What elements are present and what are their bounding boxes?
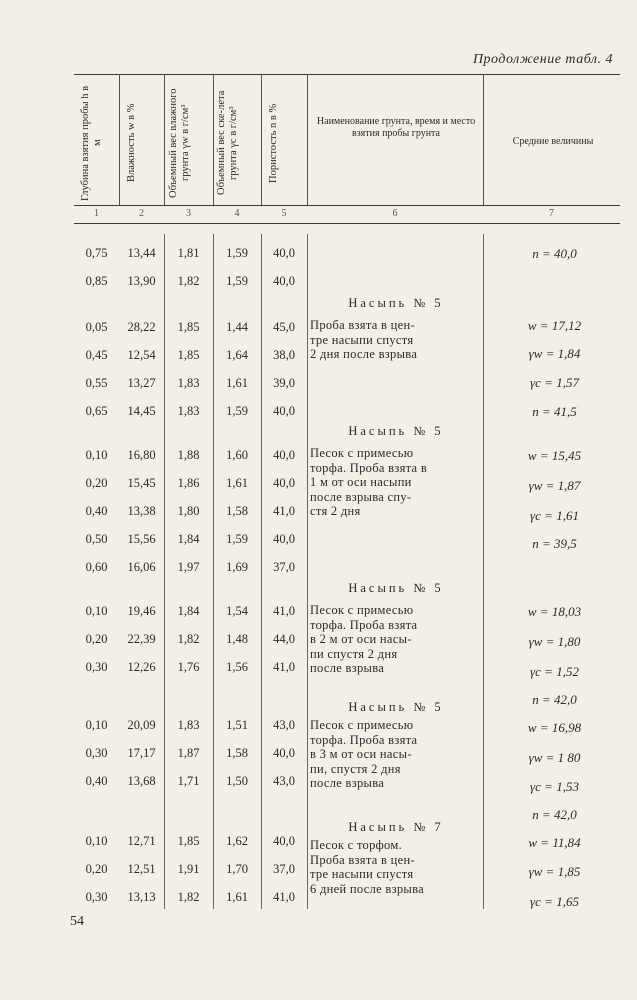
table-cell: 1,87 [177, 746, 200, 760]
group-heading: Насыпь № 5 [348, 581, 444, 595]
table-cell: 1,61 [226, 890, 248, 904]
header-dry-density: Объемный вес ске-лета грунта γc в г/см³ [216, 90, 239, 196]
average-value: n = 42,0 [532, 692, 577, 707]
table-cell: 40,0 [273, 246, 295, 260]
header-depth: Глубина взятия пробы h в м [80, 85, 103, 201]
table-cell: 40,0 [273, 746, 295, 760]
column-number: 4 [234, 208, 240, 219]
description-line: Песок с примесью [310, 718, 414, 732]
description-line: тре насыпи спустя [310, 867, 414, 881]
table-cell: 1,70 [226, 862, 248, 876]
column-number: 5 [281, 208, 287, 219]
col-divider [307, 74, 308, 205]
average-value: γc = 1,61 [530, 508, 579, 523]
table-cell: 1,69 [226, 560, 248, 574]
table-cell: 13,38 [127, 504, 156, 518]
table-cell: 13,68 [127, 774, 156, 788]
average-value: γw = 1,87 [528, 478, 581, 493]
table-cell: 45,0 [273, 320, 295, 334]
group-description [310, 446, 482, 519]
table-cell: 40,0 [273, 532, 295, 546]
table-cell: 13,13 [127, 890, 156, 904]
description-line: тре насыпи спустя [310, 332, 414, 347]
table-cell: 22,39 [127, 632, 156, 646]
table-cell: 1,59 [226, 274, 248, 288]
average-value: γc = 1,52 [530, 664, 579, 679]
table-cell: 0,65 [85, 404, 108, 418]
table-cell: 0,20 [85, 632, 108, 646]
table-cell: 1,56 [226, 660, 248, 674]
header-moisture: Влажность w в % [126, 103, 137, 183]
group-description [310, 718, 482, 791]
table-cell: 1,44 [226, 320, 248, 334]
average-value: γw = 1,84 [528, 346, 581, 361]
header-wet-density: Объемный вес влажного грунта γw в г/см³ [168, 88, 191, 198]
table-cell: 43,0 [273, 774, 295, 788]
col-divider [213, 74, 214, 205]
description-line: Проба взята в цен- [310, 852, 415, 867]
description-line: стя 2 дня [310, 504, 361, 518]
table-cell: 1,61 [226, 476, 248, 490]
table-cell: 0,10 [85, 834, 108, 848]
table-cell: 0,55 [85, 376, 108, 390]
table-cell: 1,84 [177, 604, 200, 618]
table-cell: 0,05 [85, 320, 108, 334]
table-cell: 1,91 [177, 862, 200, 876]
table-cell: 1,81 [177, 246, 200, 260]
table-cell: 44,0 [273, 632, 295, 646]
table-cell: 0,50 [85, 532, 108, 546]
table-cell: 1,64 [226, 348, 248, 362]
table-cell: 12,51 [127, 862, 156, 876]
table-cell: 1,76 [177, 660, 200, 674]
column-number: 2 [139, 208, 144, 219]
table-cell: 0,40 [85, 774, 108, 788]
table-cell: 0,30 [85, 890, 108, 904]
table-cell: 1,82 [177, 274, 200, 288]
description-line: в 3 м от оси насы- [310, 747, 412, 761]
col-divider [119, 74, 120, 205]
table-cell: 13,44 [127, 246, 156, 260]
table-cell: 43,0 [273, 718, 295, 732]
table-cell: 41,0 [273, 890, 295, 904]
table-cell: 13,90 [127, 274, 156, 288]
group-description [310, 318, 482, 362]
group-description [310, 603, 482, 676]
table-cell: 1,84 [177, 532, 200, 546]
table-cell: 1,85 [177, 348, 200, 362]
average-value: γc = 1,57 [530, 375, 579, 390]
group-heading: Насыпь № 5 [348, 424, 444, 438]
description-line: в 2 м от оси насы- [310, 632, 412, 646]
data-table [74, 74, 620, 914]
table-cell: 1,80 [177, 504, 200, 518]
description-line: после взрыва [310, 776, 385, 790]
description-line: Песок с торфом. [310, 838, 402, 852]
group-heading: Насыпь № 7 [348, 820, 444, 834]
table-cell: 16,06 [127, 560, 156, 574]
description-line: 2 дня после взрыва [310, 347, 418, 361]
table-cell: 37,0 [273, 862, 295, 876]
table-cell: 1,51 [226, 718, 248, 732]
table-cell: 0,30 [85, 746, 108, 760]
table-cell: 0,20 [85, 862, 108, 876]
average-value: w = 11,84 [528, 835, 581, 850]
table-cell: 15,56 [127, 532, 156, 546]
average-value: n = 42,0 [532, 807, 577, 822]
header-averages: Средние величины [512, 136, 594, 147]
group-heading: Насыпь № 5 [348, 296, 444, 310]
table-cell: 1,82 [177, 890, 200, 904]
table-cell: 12,71 [127, 834, 156, 848]
column-number: 6 [392, 208, 398, 219]
table-cell: 0,45 [85, 348, 108, 362]
table-cell: 1,83 [177, 404, 200, 418]
table-cell: 41,0 [273, 504, 295, 518]
table-cell: 1,86 [177, 476, 200, 490]
table-cell: 1,71 [177, 774, 200, 788]
table-cell: 0,10 [85, 718, 108, 732]
header-rule [74, 205, 620, 206]
table-cell: 12,26 [127, 660, 156, 674]
table-cell: 1,88 [177, 448, 200, 462]
table-cell: 1,59 [226, 404, 248, 418]
table-cell: 40,0 [273, 834, 295, 848]
table-cell: 1,85 [177, 320, 200, 334]
table-cell: 41,0 [273, 660, 295, 674]
average-value: n = 40,0 [532, 246, 577, 261]
table-cell: 1,59 [226, 532, 248, 546]
col-divider [164, 74, 165, 205]
description-line: после взрыва спу- [310, 489, 412, 504]
table-cell: 12,54 [127, 348, 156, 362]
table-cell: 1,59 [226, 246, 248, 260]
table-cell: 0,10 [85, 604, 108, 618]
header-porosity: Пористость n в % [268, 103, 279, 183]
table-cell: 1,54 [226, 604, 248, 618]
table-cell: 17,17 [127, 746, 156, 760]
table-cell: 1,48 [226, 632, 248, 646]
column-number: 7 [549, 208, 554, 219]
average-value: γc = 1,53 [530, 779, 579, 794]
description-line: торфа. Проба взята в [310, 460, 428, 475]
table-cell: 39,0 [273, 376, 295, 390]
table-cell: 1,50 [226, 774, 248, 788]
description-line: торфа. Проба взята [310, 617, 418, 632]
average-value: γc = 1,65 [530, 894, 579, 909]
average-value: γw = 1 80 [528, 750, 581, 765]
group-heading: Насыпь № 5 [348, 700, 444, 714]
average-value: n = 41,5 [532, 404, 577, 419]
column-number: 3 [186, 208, 191, 219]
table-cell: 40,0 [273, 274, 295, 288]
body-divider [307, 234, 308, 909]
table-cell: 41,0 [273, 604, 295, 618]
table-cell: 0,40 [85, 504, 108, 518]
table-cell: 13,27 [127, 376, 156, 390]
average-value: w = 17,12 [527, 318, 582, 333]
table-cell: 38,0 [273, 348, 295, 362]
average-value: γw = 1,80 [528, 634, 581, 649]
column-number: 1 [94, 208, 99, 219]
table-cell: 1,85 [177, 834, 200, 848]
table-cell: 16,80 [127, 448, 156, 462]
table-cell: 1,83 [177, 718, 200, 732]
average-value: w = 16,98 [527, 720, 582, 735]
table-cell: 0,20 [85, 476, 108, 490]
table-cell: 1,60 [226, 448, 248, 462]
body-divider [483, 234, 484, 909]
table-cell: 0,30 [85, 660, 108, 674]
table-cell: 14,45 [127, 404, 156, 418]
average-value: γw = 1,85 [528, 864, 581, 879]
colnum-rule [74, 223, 620, 224]
table-cell: 1,58 [226, 746, 248, 760]
description-line: 6 дней после взрыва [310, 881, 424, 896]
description-line: Проба взята в цен- [310, 318, 415, 332]
average-value: w = 15,45 [527, 448, 582, 463]
table-cell: 15,45 [127, 476, 156, 490]
table-cell: 40,0 [273, 404, 295, 418]
table-cell: 0,75 [85, 246, 108, 260]
table-cell: 1,97 [177, 560, 200, 574]
description-line: пи, спустя 2 дня [310, 761, 401, 776]
table-cell: 20,09 [127, 718, 156, 732]
table-cell: 40,0 [273, 476, 295, 490]
description-line: Песок с примесью [310, 603, 414, 617]
table-caption: Продолжение табл. 4 [472, 52, 613, 67]
description-line: 1 м от оси насыпи [310, 475, 412, 489]
table-cell: 40,0 [273, 448, 295, 462]
page-number: 54 [70, 914, 84, 929]
col-divider [261, 74, 262, 205]
col-divider [483, 74, 484, 205]
table-cell: 1,62 [226, 834, 248, 848]
header-description: Наименование грунта, время и место взятия пробы грунта [316, 116, 476, 139]
table-cell: 1,83 [177, 376, 200, 390]
table-cell: 0,10 [85, 448, 108, 462]
table-cell: 0,60 [85, 560, 108, 574]
description-line: торфа. Проба взята [310, 732, 418, 747]
table-cell: 1,61 [226, 376, 248, 390]
table-cell: 1,82 [177, 632, 200, 646]
description-line: Песок с примесью [310, 446, 414, 460]
table-top-rule [74, 74, 620, 75]
table-cell: 37,0 [273, 560, 295, 574]
description-line: пи спустя 2 дня [310, 646, 398, 661]
table-cell: 28,22 [127, 320, 156, 334]
table-cell: 1,58 [226, 504, 248, 518]
group-description [310, 838, 482, 896]
description-line: после взрыва [310, 661, 385, 675]
average-value: n = 39,5 [532, 536, 577, 551]
table-cell: 0,85 [85, 274, 108, 288]
table-cell: 19,46 [127, 604, 156, 618]
average-value: w = 18,03 [527, 604, 582, 619]
